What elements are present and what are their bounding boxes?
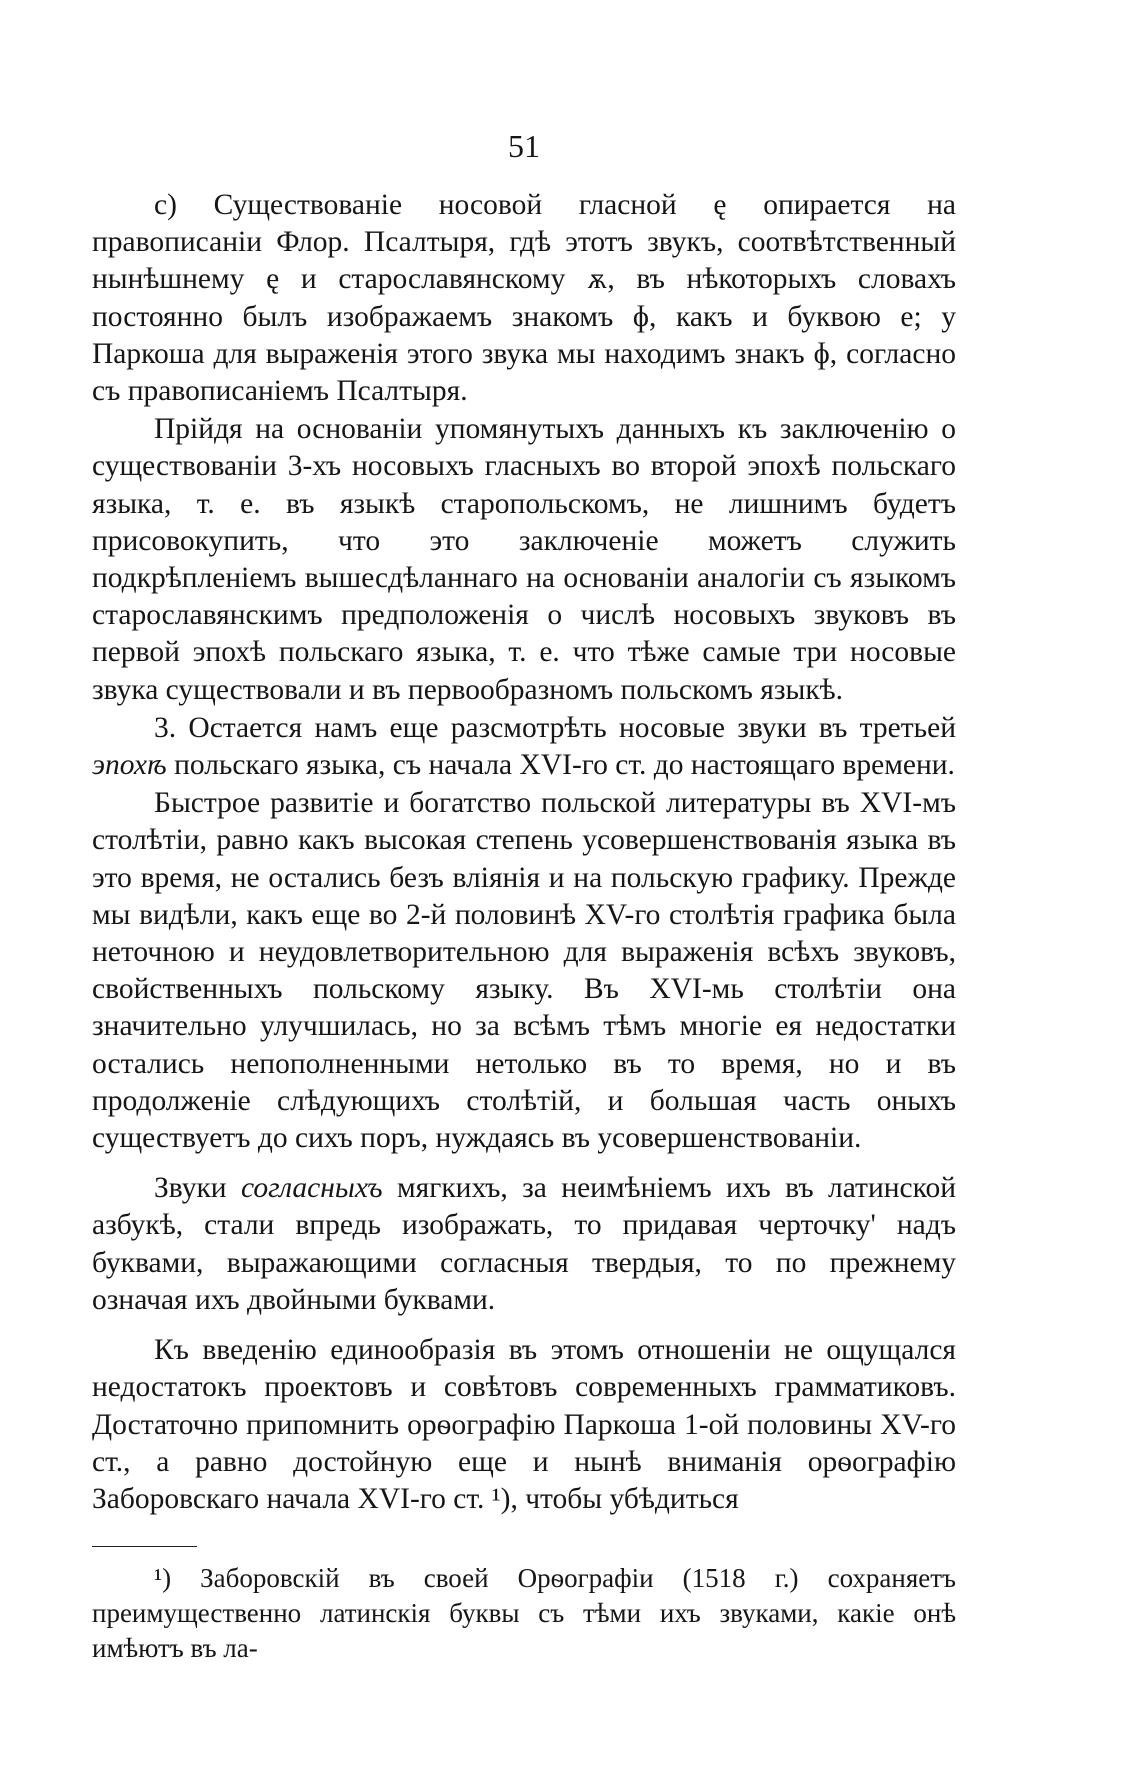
footnote — [92, 1561, 956, 1666]
body-text — [92, 187, 956, 1518]
paragraph-nasal-vowel: с) Существованіе носовой гласной ę опирается на правописаніи Флор. Псалтыря, гдѣ этотъ звукъ, соотвѣтственный нынѣшнему ę и старославянскому ѫ, въ нѣкоторыхъ словахъ постоянно былъ изображаемъ знакомъ ɸ, какъ и буквою e; у Паркоша для выраженія этого звука мы находимъ знакъ ɸ, согласно съ правописаніемъ Псалтыря. — [92, 189, 956, 408]
paragraph-third-epoch — [92, 710, 956, 784]
paragraph-soft-consonants-italic: согласныхъ — [240, 1172, 383, 1205]
paragraph-three-nasals: Прійдя на основаніи упомянутыхъ данныхъ къ заключенію о существованіи 3-хъ носовыхъ гласныхъ во второй эпохѣ польскаго языка, т. е. въ языкѣ старопольскомъ, не лишнимъ будетъ присовокупить, что это заключеніе можетъ служить подкрѣпленіемъ вышесдѣланнаго на основаніи аналогіи съ языкомъ старославянскимъ предположенія о числѣ носовыхъ звуковъ въ первой эпохѣ польскаго языка, т. е. что тѣже самые три носовые звука существовали и въ первообразномъ польскомъ языкѣ. — [92, 413, 956, 706]
paragraph-soft-consonants-pre: Звуки — [154, 1172, 241, 1205]
page-number: 51 — [508, 128, 540, 164]
paragraph-soft-consonants — [92, 1170, 956, 1319]
footnote-text: ¹) Заборовскій въ своей Орѳографіи (1518 г.) сохраняетъ преимущественно латинскія буквы съ тѣми ихъ звуками, какіе онѣ имѣютъ въ ла- — [92, 1563, 956, 1664]
book-page — [92, 125, 956, 1666]
paragraph-third-epoch-pre: 3. Остается намъ еще разсмотрѣть носовые звуки въ третьей — [154, 711, 956, 744]
footnote-divider — [92, 1546, 197, 1547]
paragraph-uniformity: Къ введенію единообразія въ этомъ отношеніи не ощущался недостатокъ проектовъ и совѣтовъ современныхъ грамматиковъ. Достаточно припомнить орѳографію Паркоша 1-ой половины XV-го ст., а равно достойную еще и нынѣ вниманія орѳографію Заборовскаго начала XVI-го ст. ¹), чтобы убѣдиться — [92, 1334, 956, 1515]
paragraph-sixteenth-century: Быстрое развитіе и богатство польской литературы въ XVI-мъ столѣтіи, равно какъ высокая степень усовершенствованія языка въ это время, не остались безъ вліянія и на польскую графику. Прежде мы видѣли, какъ еще во 2-й половинѣ XV-го столѣтія графика была неточною и неудовлетворительною для выраженія всѣхъ звуковъ, свойственныхъ польскому языку. Въ XVI-мь столѣтіи она значительно улучшилась, но за всѣмъ тѣмъ многіе ея недостатки остались непополненными нетолько въ то время, но и въ продолженіе слѣдующихъ столѣтій, и большая часть оныхъ существуетъ до сихъ поръ, нуждаясь въ усовершенствованіи. — [92, 787, 956, 1155]
paragraph-third-epoch-italic: эпохѣ — [92, 749, 167, 782]
paragraph-soft-consonants-post: мягкихъ, за неимѣніемъ ихъ въ латинской азбукѣ, стали впредь изображать, то придавая черточку' надъ буквами, выражающими согласныя твердыя, то по прежнему означая ихъ двойными буквами. — [92, 1172, 956, 1316]
paragraph-third-epoch-post: польскаго языка, съ начала XVI-го ст. до настоящаго времени. — [166, 749, 955, 782]
